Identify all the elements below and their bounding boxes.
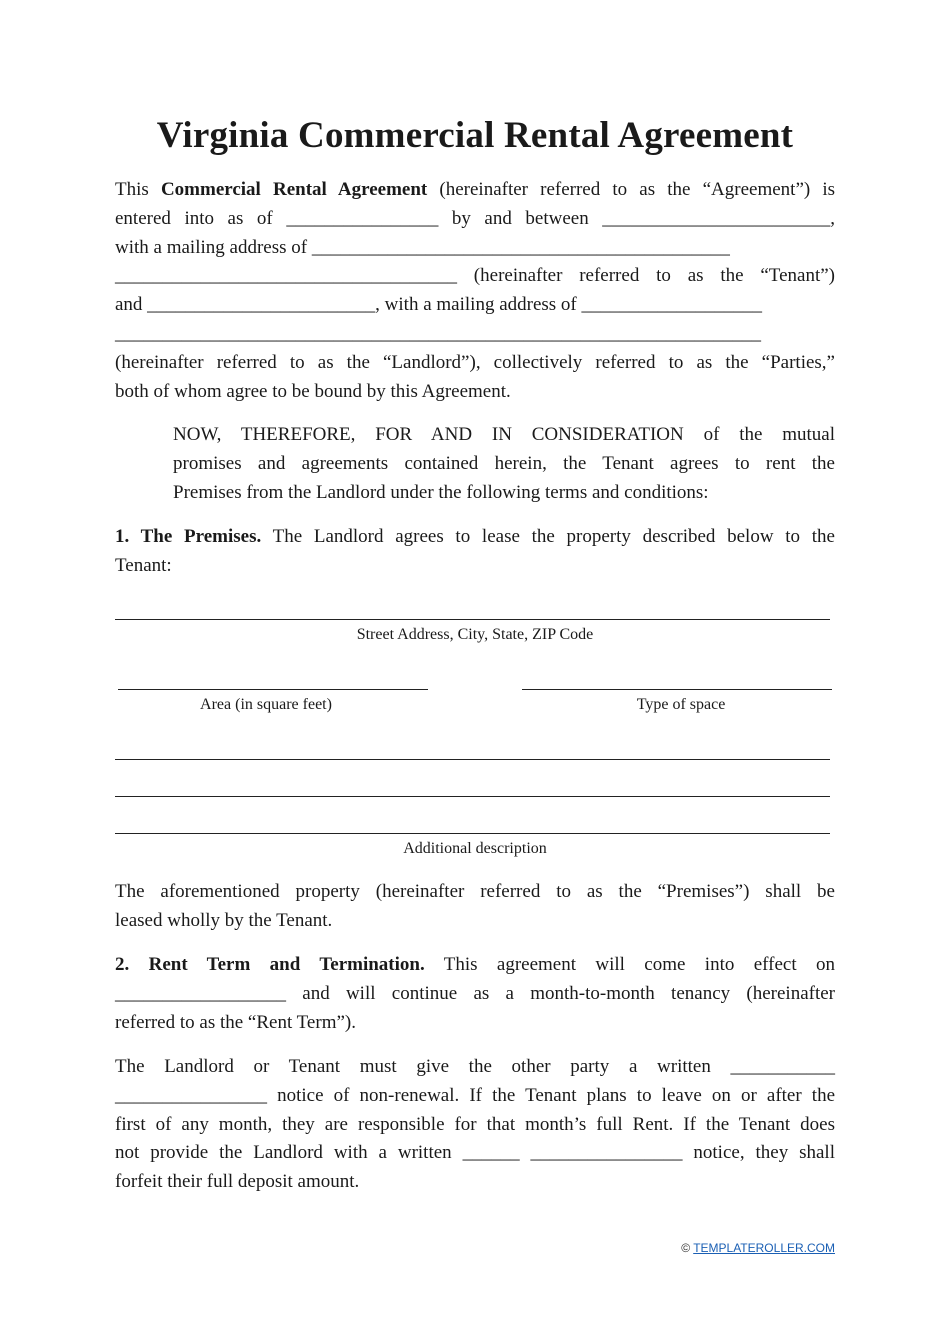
intro-line-4: ____________________________________ (hereinafter referred to as the “Tenant”)	[115, 265, 835, 287]
termination-line-5: forfeit their full deposit amount.	[115, 1171, 360, 1193]
area-caption: Area (in square feet)	[200, 696, 332, 713]
termination-line-2: ________________ notice of non-renewal. If the Tenant plans to leave on or after the	[115, 1084, 835, 1106]
termination-line-4: not provide the Landlord with a written ______ ________________ notice, they shall	[115, 1142, 835, 1164]
premises-line-2: leased wholly by the Tenant.	[115, 909, 333, 931]
additional-blank-line-2[interactable]	[115, 796, 830, 797]
section-2-heading: 2. Rent Term and Termination.	[115, 954, 425, 975]
consideration-line-2: promises and agreements contained herein, the Tenant agrees to rent the	[173, 452, 835, 474]
section-2-line-3: referred to as the “Rent Term”).	[115, 1011, 356, 1033]
termination-line-1: The Landlord or Tenant must give the other party a written ___________	[115, 1056, 835, 1077]
section-2-line-2: __________________ and will continue as a month-to-month tenancy (hereinafter	[115, 982, 835, 1004]
intro-line-3: with a mailing address of ____________________________________________	[115, 236, 730, 258]
additional-blank-line-1[interactable]	[115, 759, 830, 760]
intro-line-7: (hereinafter referred to as the “Landlord”), collectively referred to as the “Parties,”	[115, 351, 835, 373]
consideration-line-1: NOW, THEREFORE, FOR AND IN CONSIDERATION of the mutual	[173, 424, 835, 445]
intro-paragraph	[115, 176, 835, 406]
section-1-line-1: 1. The Premises. The Landlord agrees to lease the property described below to the	[115, 526, 835, 547]
premises-paragraph	[115, 878, 835, 936]
section-2-paragraph	[115, 951, 835, 1037]
intro-line-8: both of whom agree to be bound by this Agreement.	[115, 380, 511, 402]
footer	[681, 1241, 835, 1255]
section-1-heading: 1. The Premises.	[115, 526, 262, 547]
additional-blank-line-3[interactable]	[115, 833, 830, 834]
address-caption: Street Address, City, State, ZIP Code	[356, 626, 594, 643]
intro-line-1: This Commercial Rental Agreement (hereinafter referred to as the “Agreement”) is	[115, 179, 836, 200]
copyright-symbol: ©	[681, 1241, 691, 1255]
intro-line-5: and ________________________, with a mailing address of ___________________	[115, 294, 763, 316]
section-1-line-2: Tenant:	[115, 554, 172, 576]
page-title: Virginia Commercial Rental Agreement	[156, 115, 794, 156]
section-1-intro	[115, 523, 835, 581]
additional-caption: Additional description	[403, 840, 547, 857]
address-blank-line[interactable]	[115, 619, 830, 620]
area-blank-line[interactable]	[118, 689, 428, 690]
section-2-line-1: 2. Rent Term and Termination. This agreement will come into effect on	[115, 954, 835, 975]
templateroller-link[interactable]: TEMPLATEROLLER.COM	[693, 1241, 835, 1255]
consideration-line-3: Premises from the Landlord under the following terms and conditions:	[173, 481, 709, 503]
type-caption: Type of space	[636, 696, 726, 713]
termination-line-3: first of any month, they are responsible for that month’s full Rent. If the Tenant does	[115, 1113, 835, 1135]
premises-line-1: The aforementioned property (hereinafter referred to as the “Premises”) shall be	[115, 881, 835, 902]
consideration-paragraph	[173, 421, 835, 507]
termination-paragraph	[115, 1053, 835, 1197]
type-blank-line[interactable]	[522, 689, 832, 690]
intro-line-2: entered into as of ________________ by and between ________________________,	[115, 207, 835, 229]
intro-line-6: ____________________________________________________________________	[115, 322, 761, 344]
